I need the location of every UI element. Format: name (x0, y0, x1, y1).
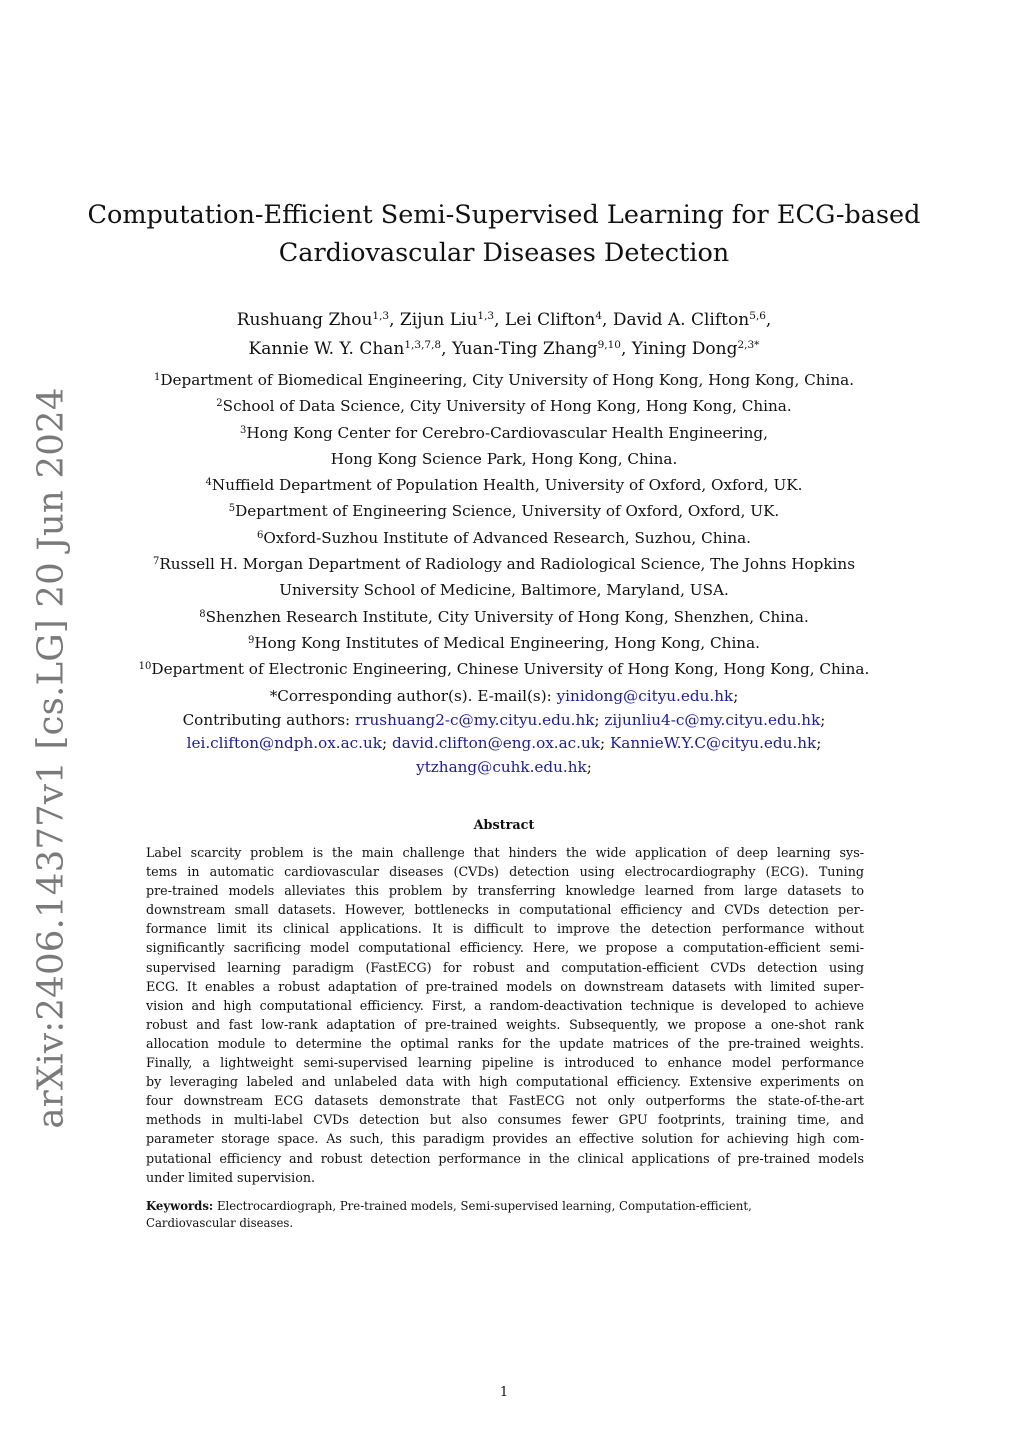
keywords-line (146, 1198, 864, 1215)
email-link[interactable]: lei.clifton@ndph.ox.ac.uk (186, 734, 382, 753)
abstract-line: downstream small datasets. However, bottlenecks in computational efficiency and CVDs detection per- (146, 902, 864, 918)
abstract-body (146, 843, 864, 1187)
abstract-line: vision and high computational efficiency. First, a random-deactivation technique is developed to achieve (146, 997, 864, 1013)
affiliation: $^9$Hong Kong Institutes of Medical Engineering, Hong Kong, China. (248, 633, 760, 652)
paper-title (0, 196, 1008, 272)
keywords-block (146, 1198, 864, 1232)
email-link[interactable]: ytzhang@cuhk.edu.hk (416, 757, 587, 776)
affiliation: $^1$Department of Biomedical Engineering, City University of Hong Kong, Hong Kong, China. (153, 371, 855, 389)
abstract-heading: Abstract (473, 818, 535, 833)
email-link[interactable]: rrushuang2-c@my.cityu.edu.hk (355, 710, 595, 729)
abstract-line: supervised learning paradigm (FastECG) for robust and computation-efficient CVDs detection using (146, 959, 864, 975)
author: Zijun Liu$^{1,3}$, (399, 310, 505, 330)
contact-block (0, 685, 1008, 779)
affiliation: $^7$Russell H. Morgan Department of Radiology and Radiological Science, The Johns Hopkins (153, 555, 855, 574)
author: Kannie W. Y. Chan$^{1,3,7,8}$, (248, 339, 452, 359)
affiliation: $^{10}$Department of Electronic Engineering, Chinese University of Hong Kong, Hong Kong, China. (138, 660, 870, 679)
affiliation: $^2$School of Data Science, City University of Hong Kong, Hong Kong, China. (216, 397, 792, 416)
page-number: 1 (499, 1385, 509, 1400)
keywords-text: Electrocardiograph, Pre-trained models, Semi-supervised learning, Computation-efficient, (216, 1199, 752, 1213)
abstract-line: formance limit its clinical applications. It is difficult to improve the detection performance without (146, 921, 864, 937)
contributing-authors-line: lei.clifton@ndph.ox.ac.uk; david.clifton@eng.ox.ac.uk; KannieW.Y.C@cityu.edu.hk; (186, 734, 822, 753)
title-line: Computation-Efficient Semi-Supervised Learning for ECG-based (87, 200, 921, 230)
author: Yuan-Ting Zhang$^{9,10}$, (451, 339, 632, 359)
arxiv-identifier: arXiv:2406.14377v1 [cs.LG] 20 Jun 2024 (30, 387, 72, 1129)
abstract-line: Finally, a lightweight semi-supervised learning pipeline is introduced to enhance model performance (146, 1055, 864, 1071)
abstract-line: allocation module to determine the optimal ranks for the update matrices of the pre-trained weights. (146, 1035, 864, 1051)
affiliation: Hong Kong Science Park, Hong Kong, China. (330, 449, 678, 468)
affiliation: $^6$Oxford-Suzhou Institute of Advanced Research, Suzhou, China. (256, 528, 751, 547)
affiliation: $^5$Department of Engineering Science, University of Oxford, Oxford, UK. (228, 502, 780, 521)
abstract-line: parameter storage space. As such, this paradigm provides an effective solution for achieving high com- (146, 1131, 864, 1147)
title-line: Cardiovascular Diseases Detection (278, 238, 730, 268)
abstract-line: tems in automatic cardiovascular diseases (CVDs) detection using electrocardiography (ECG). Tuning (146, 864, 864, 880)
keywords-line: Cardiovascular diseases. (146, 1216, 294, 1230)
affiliation: $^4$Nuffield Department of Population Health, University of Oxford, Oxford, UK. (205, 476, 803, 495)
abstract-line: under limited supervision. (146, 1169, 316, 1185)
affiliation: $^3$Hong Kong Center for Cerebro-Cardiovascular Health Engineering, (240, 423, 768, 442)
affiliation: $^8$Shenzhen Research Institute, City University of Hong Kong, Shenzhen, China. (199, 607, 809, 626)
abstract-line: robust and fast low-rank adaptation of pre-trained weights. Subsequently, we propose a one-shot rank (146, 1016, 864, 1032)
author: Yining Dong$^{2,3*}$ (631, 339, 760, 359)
abstract-line: pre-trained models alleviates this problem by transferring knowledge learned from large datasets to (146, 883, 864, 899)
contributing-authors-line: ytzhang@cuhk.edu.hk; (416, 757, 592, 776)
corresponding-author-line: *Corresponding author(s). E-mail(s): yinidong@cityu.edu.hk; (269, 687, 739, 705)
email-link[interactable]: zijunliu4-c@my.cityu.edu.hk (604, 710, 821, 729)
email-link[interactable]: KannieW.Y.C@cityu.edu.hk (609, 734, 817, 753)
abstract-line: Label scarcity problem is the main challenge that hinders the wide application of deep learning sys- (146, 845, 864, 860)
author: Lei Clifton$^4$, (504, 310, 613, 330)
author-row (0, 304, 1008, 333)
affiliation: University School of Medicine, Baltimore, Maryland, USA. (279, 581, 729, 600)
email-link[interactable]: david.clifton@eng.ox.ac.uk (391, 734, 600, 753)
author-row (0, 333, 1008, 362)
abstract-line: four downstream ECG datasets demonstrate that FastECG not only outperforms the state-of-the-art (146, 1093, 864, 1109)
email-link[interactable]: yinidong@cityu.edu.hk (556, 687, 734, 705)
abstract-line: methods in multi-label CVDs detection but also consumes fewer GPU footprints, training time, and (146, 1112, 864, 1128)
author-list (0, 304, 1008, 362)
keywords-label: Keywords: (146, 1199, 214, 1213)
contributing-authors-line: Contributing authors: rrushuang2-c@my.cityu.edu.hk; zijunliu4-c@my.cityu.edu.hk; (182, 710, 826, 729)
author: David A. Clifton$^{5,6}$, (612, 310, 772, 330)
abstract-line: by leveraging labeled and unlabeled data with high computational efficiency. Extensive experiments on (146, 1074, 864, 1090)
abstract-line: ECG. It enables a robust adaptation of pre-trained models on downstream datasets with limited super- (146, 978, 864, 994)
affiliation-list (0, 366, 1008, 682)
author: Rushuang Zhou$^{1,3}$, (236, 310, 400, 330)
abstract-line: significantly sacrificing model computational efficiency. Here, we propose a computation-efficient semi- (146, 940, 864, 956)
abstract-line: putational efficiency and robust detection performance in the clinical applications of pre-trained models (146, 1150, 864, 1166)
